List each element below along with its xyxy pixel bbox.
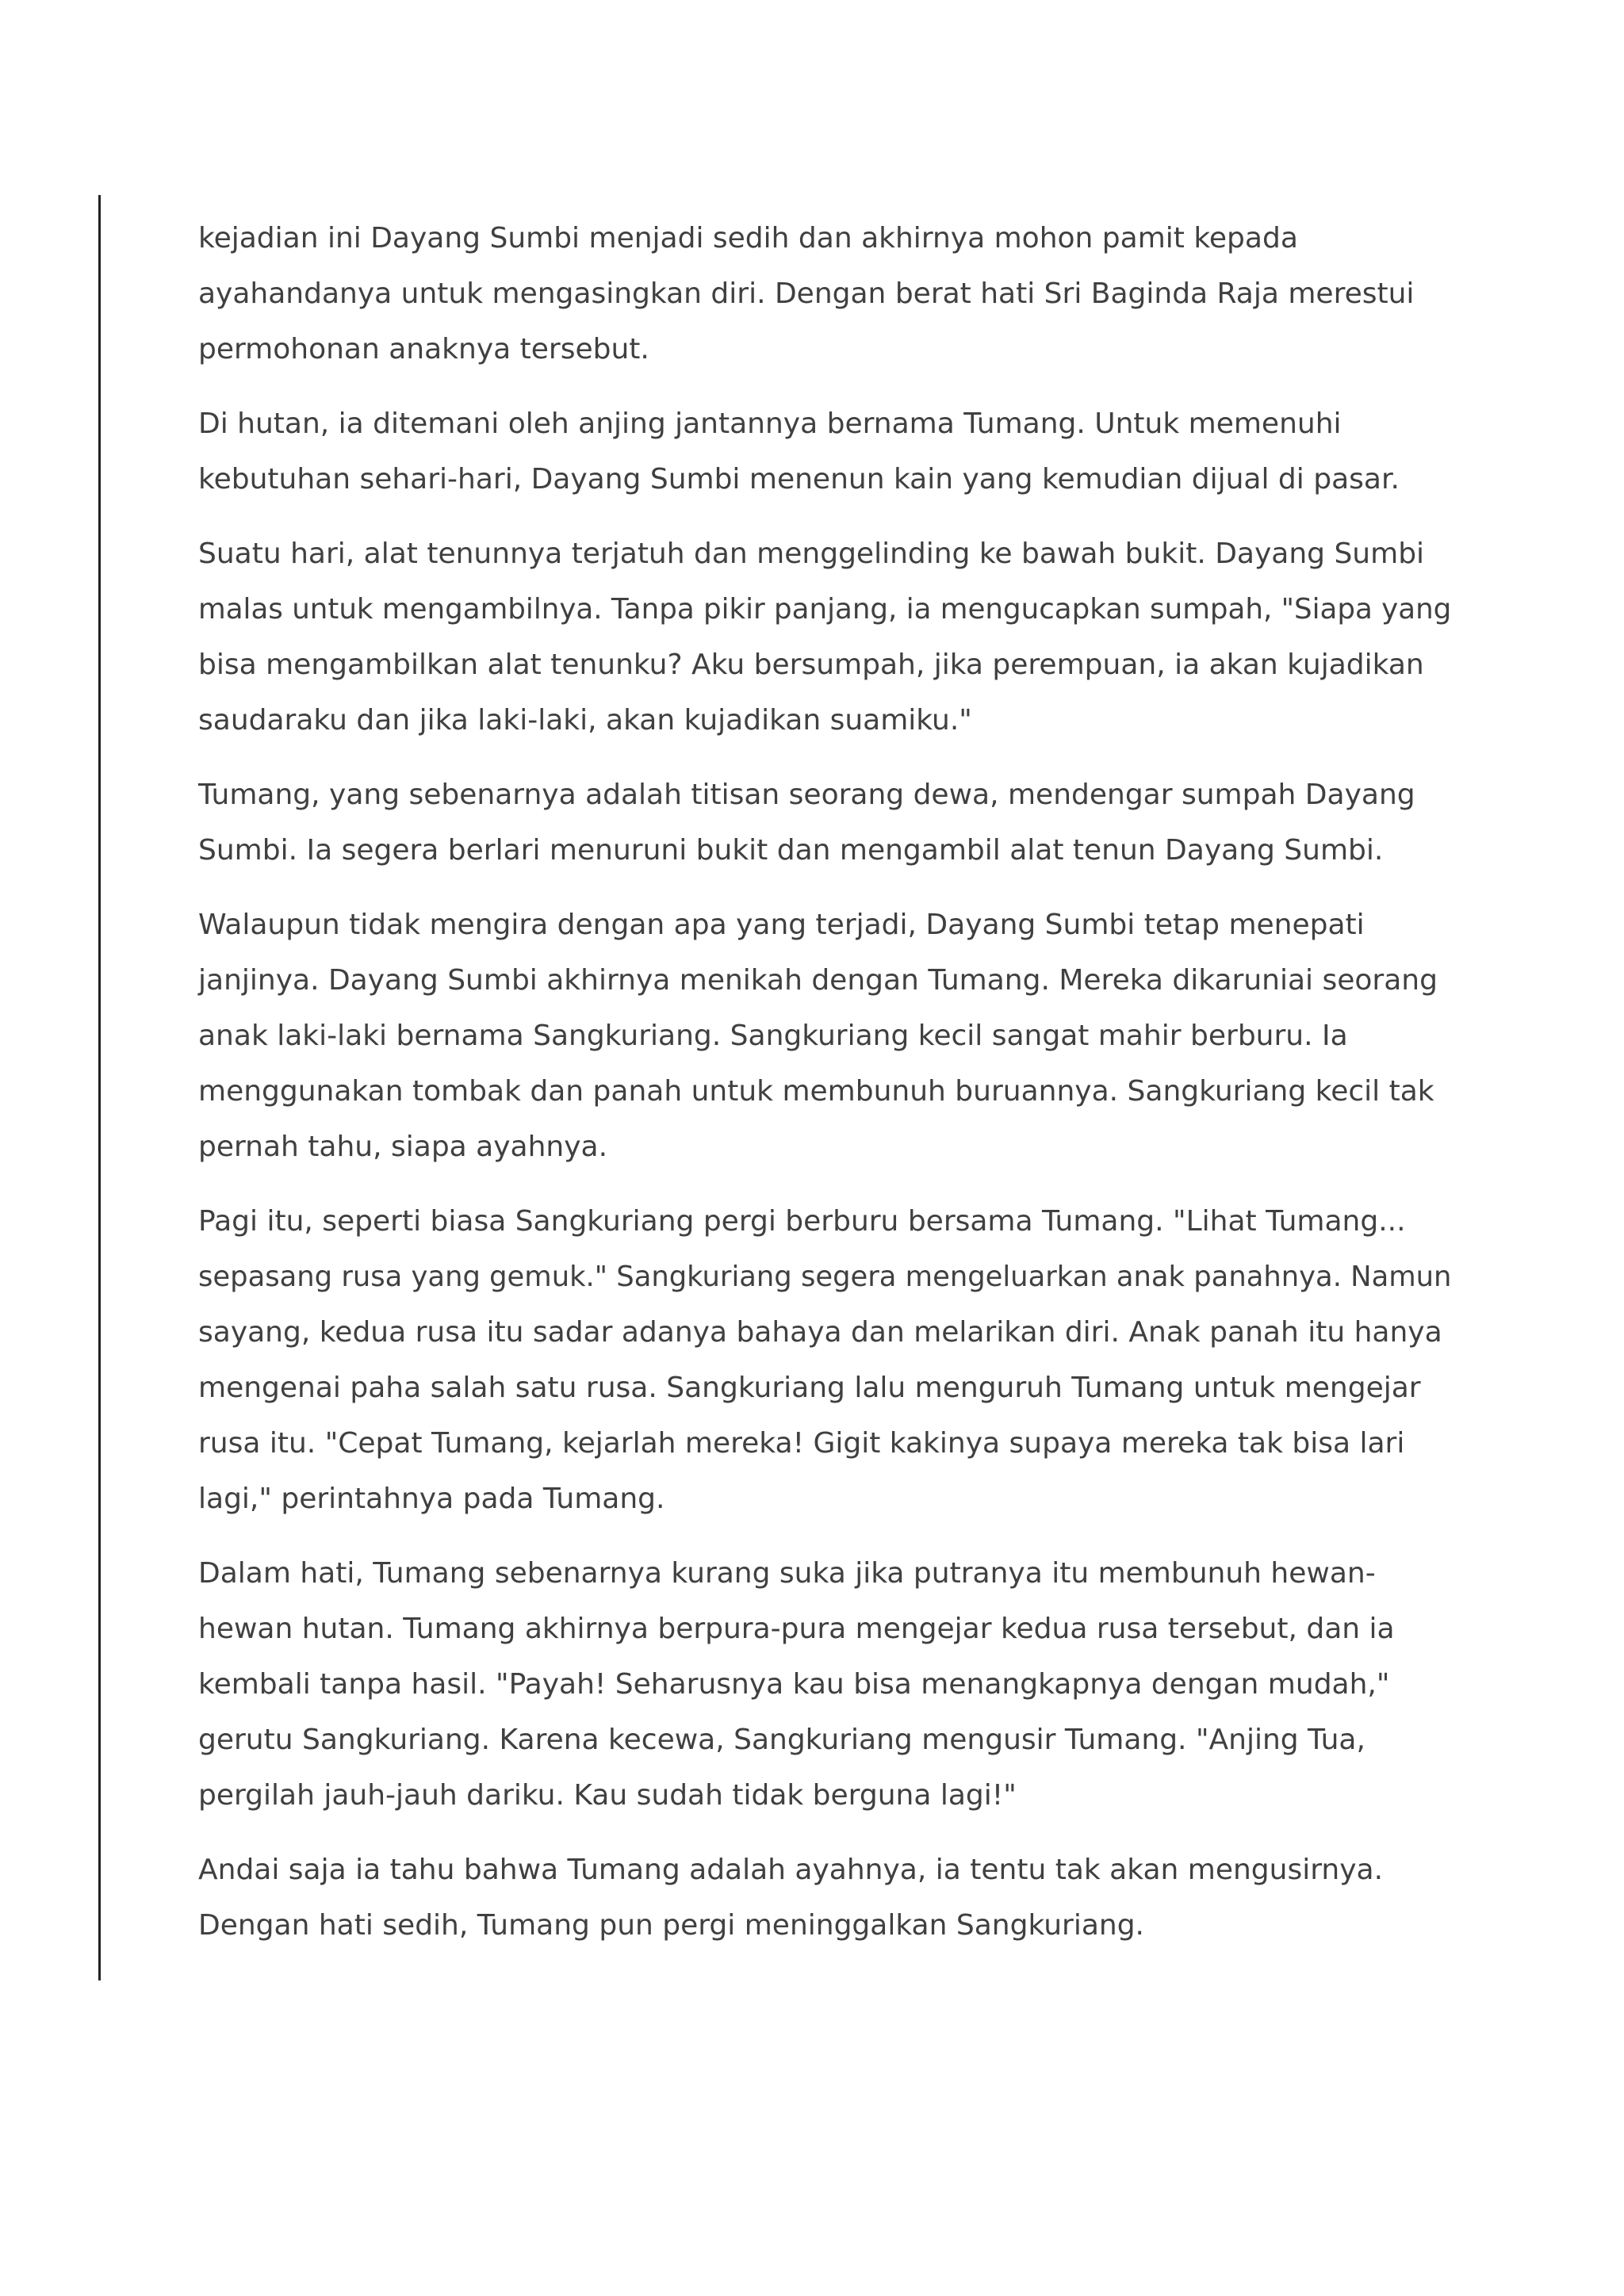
paragraph <box>198 211 1451 377</box>
text-line: kejadian ini Dayang Sumbi menjadi sedih dan akhirnya mohon pamit kepada <box>198 222 1298 254</box>
text-line: Dalam hati, Tumang sebenarnya kurang suka jika putranya itu membunuh hewan- <box>198 1557 1376 1590</box>
text-line: Walaupun tidak mengira dengan apa yang terjadi, Dayang Sumbi tetap menepati <box>198 909 1365 941</box>
text-line: permohonan anaknya tersebut. <box>198 333 649 365</box>
text-line: mengenai paha salah satu rusa. Sangkuriang lalu menguruh Tumang untuk mengejar <box>198 1372 1421 1404</box>
text-line: rusa itu. "Cepat Tumang, kejarlah mereka! Gigit kakinya supaya mereka tak bisa lari <box>198 1427 1405 1460</box>
text-line: lagi," perintahnya pada Tumang. <box>198 1483 665 1515</box>
text-line: ayahandanya untuk mengasingkan diri. Dengan berat hati Sri Baginda Raja merestui <box>198 277 1415 310</box>
text-line: pernah tahu, siapa ayahnya. <box>198 1131 608 1163</box>
text-line: Pagi itu, seperti biasa Sangkuriang pergi berburu bersama Tumang. "Lihat Tumang... <box>198 1205 1406 1238</box>
document-body <box>198 211 1451 1973</box>
paragraph <box>198 767 1451 878</box>
text-line: hewan hutan. Tumang akhirnya berpura-pura mengejar kedua rusa tersebut, dan ia <box>198 1613 1395 1645</box>
paragraph <box>198 1194 1451 1527</box>
text-line: malas untuk mengambilnya. Tanpa pikir panjang, ia mengucapkan sumpah, "Siapa yang <box>198 593 1452 626</box>
text-line: Sumbi. Ia segera berlari menuruni bukit dan mengambil alat tenun Dayang Sumbi. <box>198 834 1384 867</box>
text-line: Di hutan, ia ditemani oleh anjing jantannya bernama Tumang. Untuk memenuhi <box>198 408 1342 440</box>
paragraph <box>198 1546 1451 1823</box>
text-line: Tumang, yang sebenarnya adalah titisan seorang dewa, mendengar sumpah Dayang <box>198 779 1415 811</box>
text-line: Dengan hati sedih, Tumang pun pergi meninggalkan Sangkuriang. <box>198 1909 1144 1942</box>
paragraph <box>198 1843 1451 1954</box>
paragraph <box>198 897 1451 1175</box>
paragraph <box>198 396 1451 507</box>
text-line: kebutuhan sehari-hari, Dayang Sumbi menenun kain yang kemudian dijual di pasar. <box>198 463 1400 496</box>
paragraph <box>198 526 1451 748</box>
text-line: pergilah jauh-jauh dariku. Kau sudah tidak berguna lagi!" <box>198 1779 1017 1812</box>
text-line: Andai saja ia tahu bahwa Tumang adalah ayahnya, ia tentu tak akan mengusirnya. <box>198 1854 1384 1886</box>
text-line: saudaraku dan jika laki-laki, akan kujadikan suamiku." <box>198 704 972 737</box>
text-line: gerutu Sangkuriang. Karena kecewa, Sangkuriang mengusir Tumang. "Anjing Tua, <box>198 1724 1365 1756</box>
margin-rule <box>98 195 101 1980</box>
text-line: sayang, kedua rusa itu sadar adanya bahaya dan melarikan diri. Anak panah itu hanya <box>198 1316 1442 1349</box>
text-line: sepasang rusa yang gemuk." Sangkuriang segera mengeluarkan anak panahnya. Namun <box>198 1261 1452 1293</box>
text-line: anak laki-laki bernama Sangkuriang. Sangkuriang kecil sangat mahir berburu. Ia <box>198 1020 1348 1052</box>
text-line: menggunakan tombak dan panah untuk membunuh buruannya. Sangkuriang kecil tak <box>198 1075 1434 1108</box>
text-line: Suatu hari, alat tenunnya terjatuh dan menggelinding ke bawah bukit. Dayang Sumbi <box>198 538 1425 570</box>
text-line: janjinya. Dayang Sumbi akhirnya menikah dengan Tumang. Mereka dikaruniai seorang <box>198 964 1438 997</box>
text-line: bisa mengambilkan alat tenunku? Aku bersumpah, jika perempuan, ia akan kujadikan <box>198 649 1424 681</box>
text-line: kembali tanpa hasil. "Payah! Seharusnya kau bisa menangkapnya dengan mudah," <box>198 1668 1390 1701</box>
